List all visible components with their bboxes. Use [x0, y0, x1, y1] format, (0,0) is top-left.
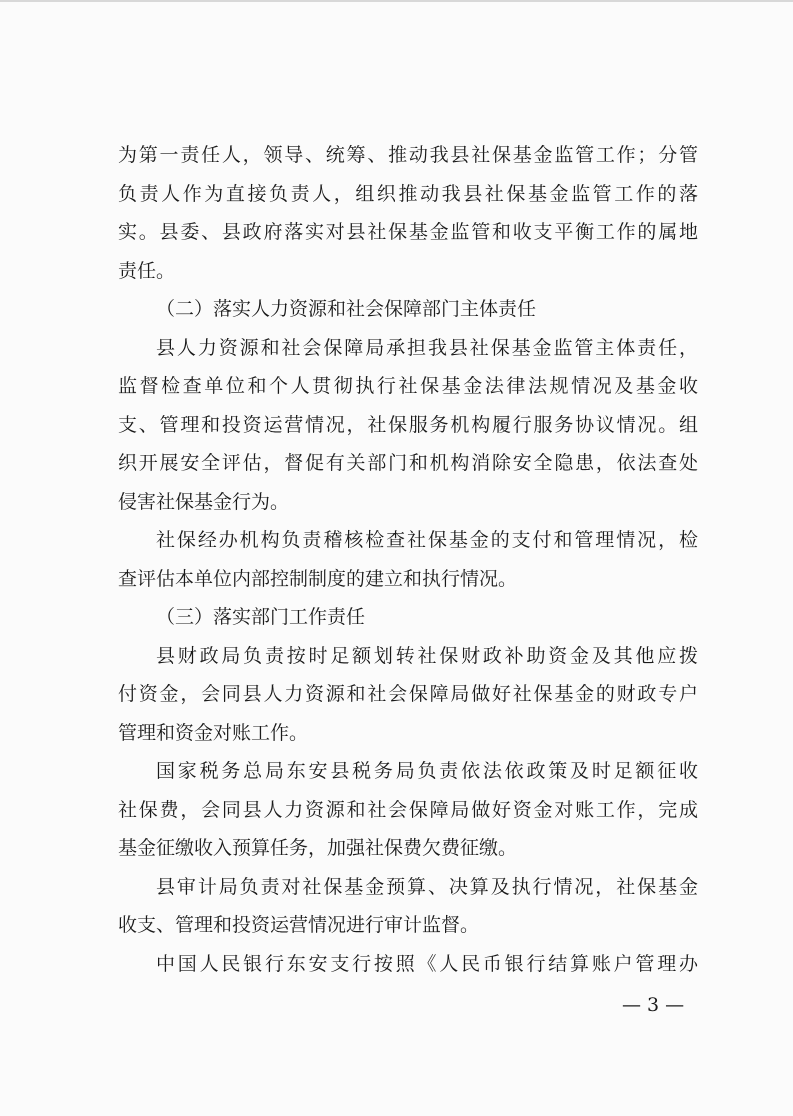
- text-line: 责任。: [118, 259, 176, 282]
- text-line: 社保经办机构负责稽核检查社保基金的支付和管理情况，检: [156, 529, 698, 551]
- page-top-edge: [0, 0, 793, 2]
- text-line: 监督检查单位和个人贯彻执行社保基金法律法规情况及基金收: [118, 375, 698, 397]
- document-body: [118, 136, 698, 983]
- text-line: 侵害社保基金行为。: [118, 490, 290, 513]
- text-line: 织开展安全评估，督促有关部门和机构消除安全隐患，依法查处: [118, 452, 698, 474]
- text-line: 管理和资金对账工作。: [118, 721, 309, 744]
- text-line: 县财政局负责按时足额划转社保财政补助资金及其他应拨: [156, 644, 698, 667]
- text-line: 基金征缴收入预算任务，加强社保费欠费征缴。: [118, 837, 518, 859]
- text-line: 负责人作为直接负责人，组织推动我县社保基金监管工作的落: [118, 182, 698, 205]
- text-line: 收支、管理和投资运营情况进行审计监督。: [118, 914, 480, 936]
- text-line: 社保费，会同县人力资源和社会保障局做好资金对账工作，完成: [118, 798, 698, 821]
- section-heading-2: （二）落实人力资源和社会保障部门主体责任: [156, 298, 537, 320]
- text-line: 支、管理和投资运营情况，社保服务机构履行服务协议情况。组: [118, 413, 698, 436]
- text-line: 县审计局负责对社保基金预算、决算及执行情况，社保基金: [156, 875, 698, 898]
- section-heading-3: （三）落实部门工作责任: [156, 606, 366, 628]
- text-line: 查评估本单位内部控制制度的建立和执行情况。: [118, 567, 518, 590]
- text-line: 县人力资源和社会保障局承担我县社保基金监管主体责任，: [156, 336, 698, 359]
- text-line: 国家税务总局东安县税务局负责依法依政策及时足额征收: [156, 760, 698, 782]
- text-line: 中国人民银行东安支行按照《人民币银行结算账户管理办: [156, 952, 698, 975]
- text-line: 实。县委、县政府落实对县社保基金监管和收支平衡工作的属地: [118, 221, 698, 243]
- text-line: 付资金，会同县人力资源和社会保障局做好社保基金的财政专户: [118, 683, 698, 705]
- page-number: — 3 —: [622, 994, 685, 1016]
- text-line: 为第一责任人，领导、统筹、推动我县社保基金监管工作；分管: [118, 144, 698, 166]
